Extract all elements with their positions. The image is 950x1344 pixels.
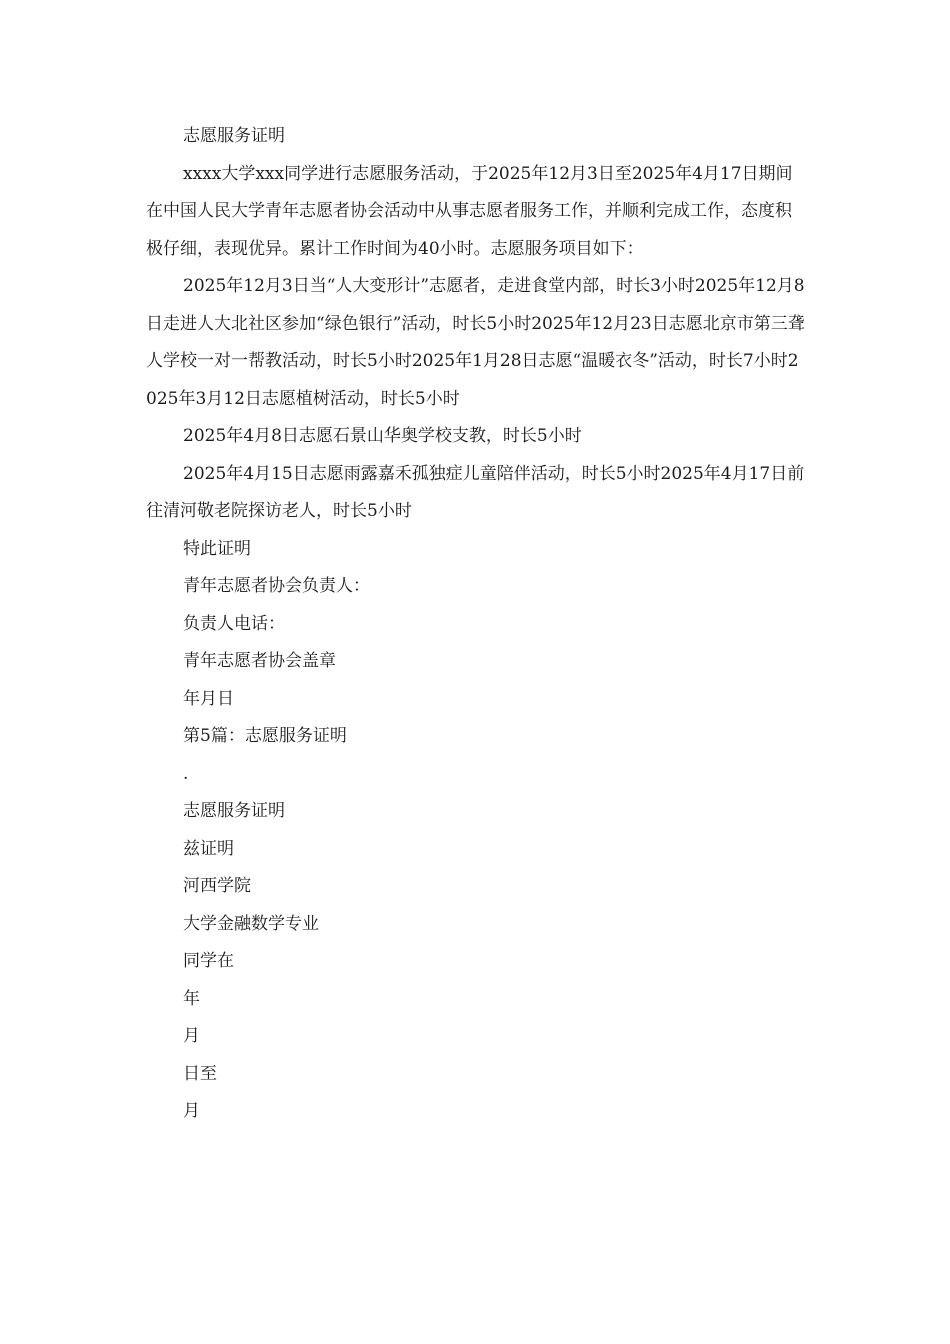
certificate-body-paragraph: xxxx大学xxx同学进行志愿服务活动，于2025年12月3日至2025年4月17日期间在中国人民大学青年志愿者协会活动中从事志愿者服务工作，并顺利完成工作，态度积极仔细，表现优异。累计工作时间为40小时。志愿服务项目如下： bbox=[146, 163, 793, 259]
doc-title: 志愿服务证明 bbox=[183, 126, 285, 146]
second-doc-title: 志愿服务证明 bbox=[183, 801, 285, 821]
text-line: 兹证明 bbox=[183, 838, 234, 859]
phone-line: 负责人电话： bbox=[183, 613, 285, 634]
text-line: 河西学院 bbox=[183, 876, 251, 896]
date-line: 年月日 bbox=[183, 688, 234, 709]
activity-item-paragraph: 2025年4月15日志愿雨露嘉禾孤独症儿童陪伴活动，时长5小时2025年4月17日前往清河敬老院探访老人，时长5小时 bbox=[146, 463, 805, 521]
certify-statement: 特此证明 bbox=[183, 538, 251, 559]
activity-list-paragraph: 2025年12月3日当“人大变形计”志愿者，走进食堂内部，时长3小时2025年12月8日走进人大北社区参加“绿色银行”活动，时长5小时2025年12月23日志愿北京市第三聋人学校一对一帮教活动，时长5小时2025年1月28日志愿“温暖衣冬”活动，时长7小时2025年3月12日志愿植树活动，时长5小时 bbox=[146, 276, 805, 409]
seal-line: 青年志愿者协会盖章 bbox=[183, 651, 336, 671]
leader-line: 青年志愿者协会负责人： bbox=[183, 576, 370, 596]
text-line: 月 bbox=[183, 1101, 200, 1121]
text-line: 月 bbox=[183, 1026, 200, 1046]
document-page bbox=[146, 118, 808, 1131]
text-line: 大学金融数学专业 bbox=[183, 913, 319, 934]
activity-item-paragraph: 2025年4月8日志愿石景山华奥学校支教，时长5小时 bbox=[183, 426, 582, 446]
separator-dot: . bbox=[183, 763, 189, 784]
text-line: 年 bbox=[183, 988, 200, 1009]
text-line: 日至 bbox=[183, 1063, 217, 1084]
text-line: 同学在 bbox=[183, 951, 234, 971]
section-heading: 第5篇：志愿服务证明 bbox=[183, 726, 347, 746]
